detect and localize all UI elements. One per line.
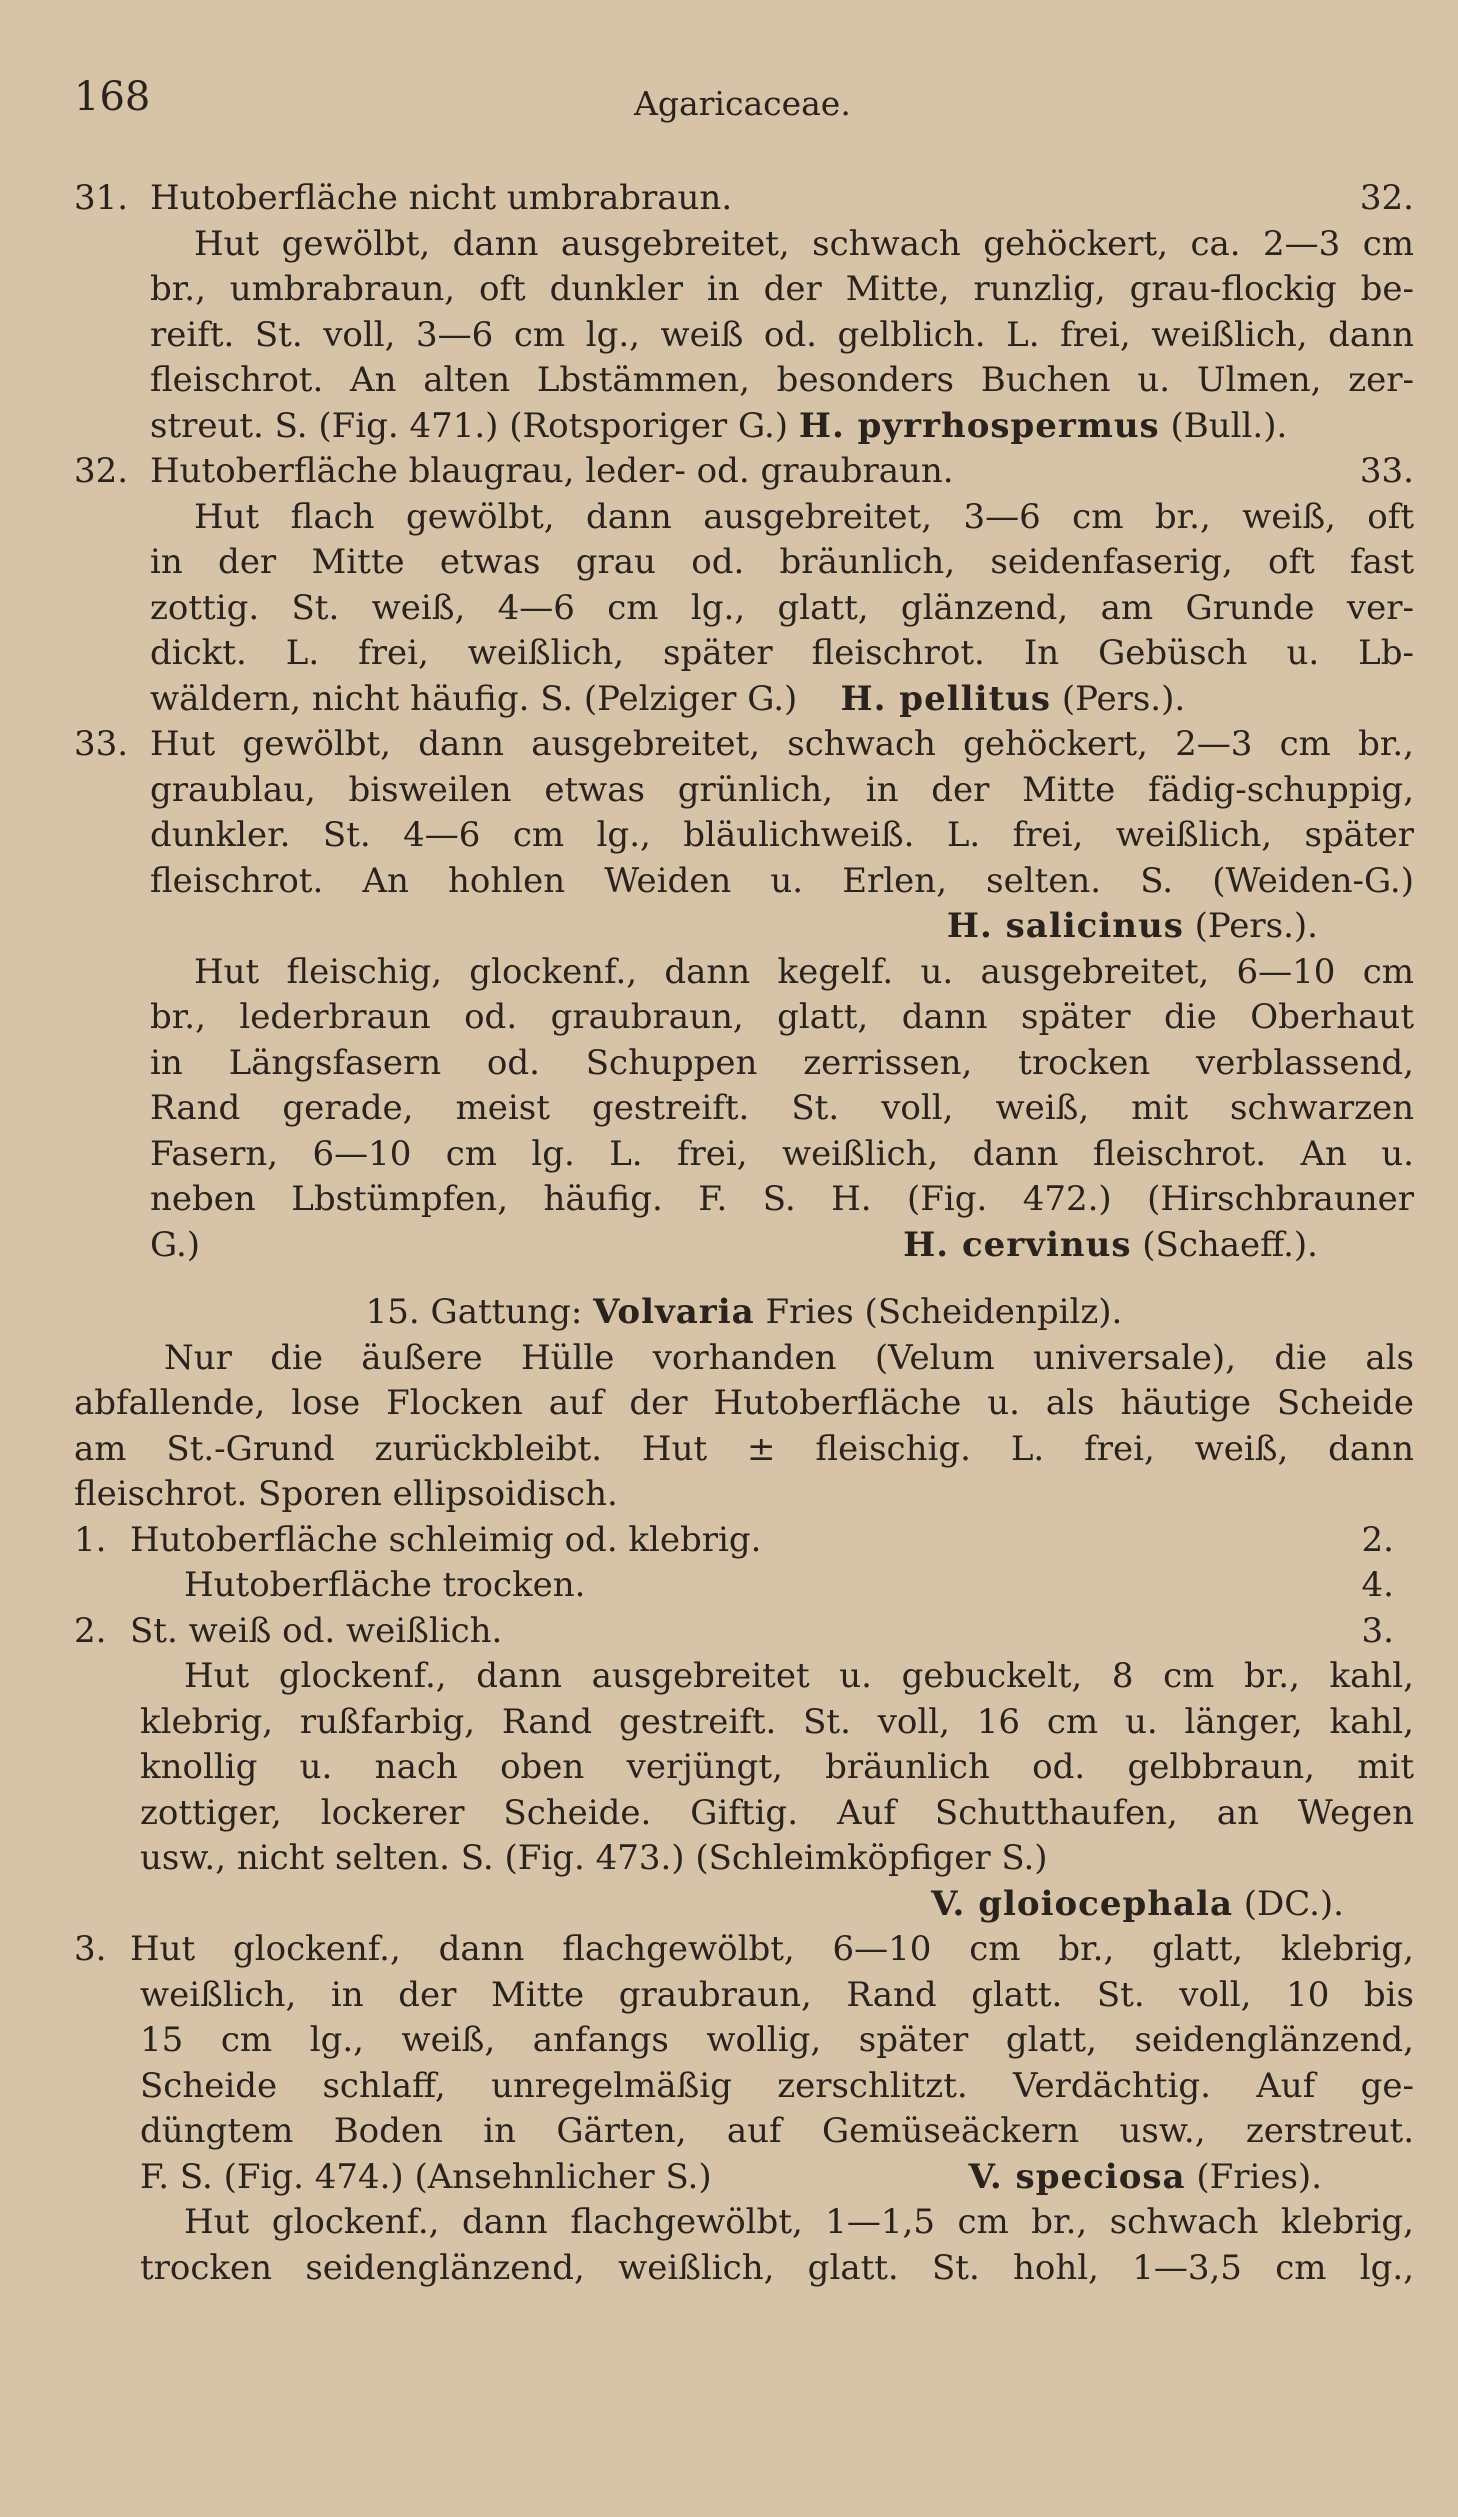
- genus-description-line: abfallende, lose Flocken auf der Hutoberfläche u. als häutige Scheide: [74, 1383, 1414, 1423]
- key-lead: Hutoberfläche trocken.: [184, 1565, 586, 1605]
- description-line: Rand gerade, meist gestreift. St. voll, weiß, mit schwarzen: [150, 1088, 1414, 1128]
- genus-description-line: am St.-Grund zurückbleibt. Hut ± fleischig. L. frei, weiß, dann: [74, 1428, 1414, 1469]
- description-line: Hut flach gewölbt, dann ausgebreitet, 3—6 cm br., weiß, oft: [194, 496, 1414, 537]
- key-lead: St. weiß od. weißlich.: [130, 1610, 503, 1651]
- key-number: 2.: [74, 1610, 107, 1651]
- species-name: V. gloiocephala: [931, 1883, 1233, 1924]
- key-lead: Hutoberfläche schleimig od. klebrig.: [130, 1519, 762, 1560]
- species-block: [903, 1223, 1318, 1269]
- key-line-2: [74, 1609, 1414, 1655]
- description-line: fleischrot. An hohlen Weiden u. Erlen, selten. S. (Weiden-G.): [150, 860, 1414, 901]
- description-line: Scheide schlaff, unregelmäßig zerschlitzt. Verdächtig. Auf ge-: [140, 2065, 1414, 2106]
- species-author: (Schaeff.).: [1142, 1224, 1318, 1265]
- description-line: Fasern, 6—10 cm lg. L. frei, weißlich, dann fleischrot. An u.: [150, 1133, 1414, 1174]
- description-line: dunkler. St. 4—6 cm lg., bläulichweiß. L. frei, weißlich, später: [150, 815, 1414, 855]
- species-author: (Pers.).: [1061, 678, 1186, 719]
- page-body: [74, 176, 1414, 2291]
- key-lead: Hut gewölbt, dann ausgebreitet, schwach gehöckert, 2—3 cm br.,: [150, 724, 1414, 764]
- species-name: H. salicinus: [946, 906, 1184, 946]
- description-line: reift. St. voll, 3—6 cm lg., weiß od. gelblich. L. frei, weißlich, dann: [150, 314, 1414, 355]
- description-line: neben Lbstümpfen, häufig. F. S. H. (Fig. 472.) (Hirschbrauner: [150, 1179, 1414, 1219]
- page-header: [74, 74, 1414, 134]
- key-number: 32.: [74, 451, 129, 491]
- key-ref: 2.: [1361, 1519, 1394, 1560]
- species-author: (Pers.).: [1194, 906, 1318, 946]
- genus-heading: [74, 1290, 1414, 1336]
- description-text: F. S. (Fig. 474.) (Ansehnlicher S.): [140, 2156, 712, 2197]
- genus-suffix: Fries (Scheidenpilz).: [765, 1292, 1123, 1332]
- key-line-3: [74, 1927, 1414, 1973]
- description-text: G.): [150, 1224, 201, 1265]
- running-title: Agaricaceae.: [634, 84, 851, 123]
- description-line: br., umbrabraun, oft dunkler in der Mitte, runzlig, grau-flockig be-: [150, 269, 1414, 309]
- key-ref: 32.: [1359, 178, 1414, 218]
- description-line-last: [74, 404, 1414, 450]
- key-number: 31.: [74, 178, 129, 218]
- description-line: 15 cm lg., weiß, anfangs wollig, später glatt, seidenglänzend,: [140, 2020, 1414, 2060]
- species-name: V. speciosa: [968, 2156, 1186, 2197]
- species-name: H. pyrrhospermus: [798, 405, 1160, 446]
- description-line: düngtem Boden in Gärten, auf Gemüseäckern usw., zerstreut.: [140, 2111, 1414, 2151]
- key-line-1: [74, 1518, 1414, 1564]
- description-line: Hut fleischig, glockenf., dann kegelf. u. ausgebreitet, 6—10 cm: [194, 951, 1414, 992]
- genus-description-line: Nur die äußere Hülle vorhanden (Velum universale), die als: [164, 1337, 1414, 1378]
- key-number: 1.: [74, 1519, 107, 1560]
- key-line-32: [74, 449, 1414, 495]
- key-lead: Hutoberfläche nicht umbrabraun.: [150, 178, 733, 218]
- key-lead: Hut glockenf., dann flachgewölbt, 6—10 cm br., glatt, klebrig,: [130, 1929, 1414, 1969]
- key-ref: 4.: [1361, 1565, 1394, 1605]
- key-number: 3.: [74, 1929, 107, 1969]
- description-text: wäldern, nicht häufig. S. (Pelziger G.): [150, 678, 798, 719]
- species-author: (Fries).: [1196, 2156, 1322, 2197]
- description-line: in Längsfasern od. Schuppen zerrissen, trocken verblassend,: [150, 1042, 1414, 1083]
- genus-description-line: fleischrot. Sporen ellipsoidisch.: [74, 1474, 618, 1514]
- key-ref: 33.: [1359, 451, 1414, 491]
- description-line: br., lederbraun od. graubraun, glatt, dann später die Oberhaut: [150, 997, 1414, 1037]
- key-line-31: [74, 176, 1414, 222]
- species-name: H. pellitus: [840, 678, 1052, 719]
- description-line: in der Mitte etwas grau od. bräunlich, seidenfaserig, oft fast: [150, 542, 1414, 582]
- description-line: knollig u. nach oben verjüngt, bräunlich od. gelbbraun, mit: [140, 1747, 1414, 1787]
- key-ref: 3.: [1361, 1610, 1394, 1651]
- description-line: zottiger, lockerer Scheide. Giftig. Auf Schutthaufen, an Wegen: [140, 1792, 1414, 1833]
- description-line: Hut gewölbt, dann ausgebreitet, schwach gehöckert, ca. 2—3 cm: [194, 223, 1414, 264]
- species-author: (Bull.).: [1170, 405, 1288, 446]
- key-line-33: [74, 722, 1414, 768]
- section-gap: [74, 1268, 1414, 1290]
- description-text: streut. S. (Fig. 471.) (Rotsporiger G.): [150, 405, 789, 446]
- species-line: [74, 904, 1414, 950]
- page-number: 168: [74, 74, 151, 120]
- description-line: Hut glockenf., dann flachgewölbt, 1—1,5 cm br., schwach klebrig,: [184, 2202, 1414, 2242]
- species-block: [968, 2155, 1322, 2201]
- genus-prefix: 15. Gattung:: [365, 1292, 583, 1332]
- species-author: (DC.).: [1243, 1883, 1344, 1924]
- key-line-1-alt: [74, 1563, 1414, 1609]
- description-line-last: [74, 677, 1414, 723]
- species-line: [74, 1882, 1414, 1928]
- description-line: trocken seidenglänzend, weißlich, glatt. St. hohl, 1—3,5 cm lg.,: [140, 2247, 1414, 2288]
- description-line: Hut glockenf., dann ausgebreitet u. gebuckelt, 8 cm br., kahl,: [184, 1656, 1414, 1696]
- species-name: H. cervinus: [903, 1224, 1132, 1265]
- key-lead: Hutoberfläche blaugrau, leder- od. graubraun.: [150, 451, 954, 491]
- description-line-last: [74, 1223, 1414, 1269]
- description-line: dickt. L. frei, weißlich, später fleischrot. In Gebüsch u. Lb-: [150, 633, 1414, 673]
- description-line: fleischrot. An alten Lbstämmen, besonders Buchen u. Ulmen, zer-: [150, 360, 1414, 400]
- description-line-last: [74, 2155, 1414, 2201]
- description-line: zottig. St. weiß, 4—6 cm lg., glatt, glänzend, am Grunde ver-: [150, 587, 1414, 628]
- description-line: graublau, bisweilen etwas grünlich, in der Mitte fädig-schuppig,: [150, 769, 1414, 810]
- description-line: usw., nicht selten. S. (Fig. 473.) (Schleimköpfiger S.): [140, 1838, 1048, 1878]
- description-line: weißlich, in der Mitte graubraun, Rand glatt. St. voll, 10 bis: [140, 1974, 1414, 2015]
- genus-name: Volvaria: [593, 1292, 755, 1332]
- description-line: klebrig, rußfarbig, Rand gestreift. St. voll, 16 cm u. länger, kahl,: [140, 1701, 1414, 1742]
- key-number: 33.: [74, 724, 129, 764]
